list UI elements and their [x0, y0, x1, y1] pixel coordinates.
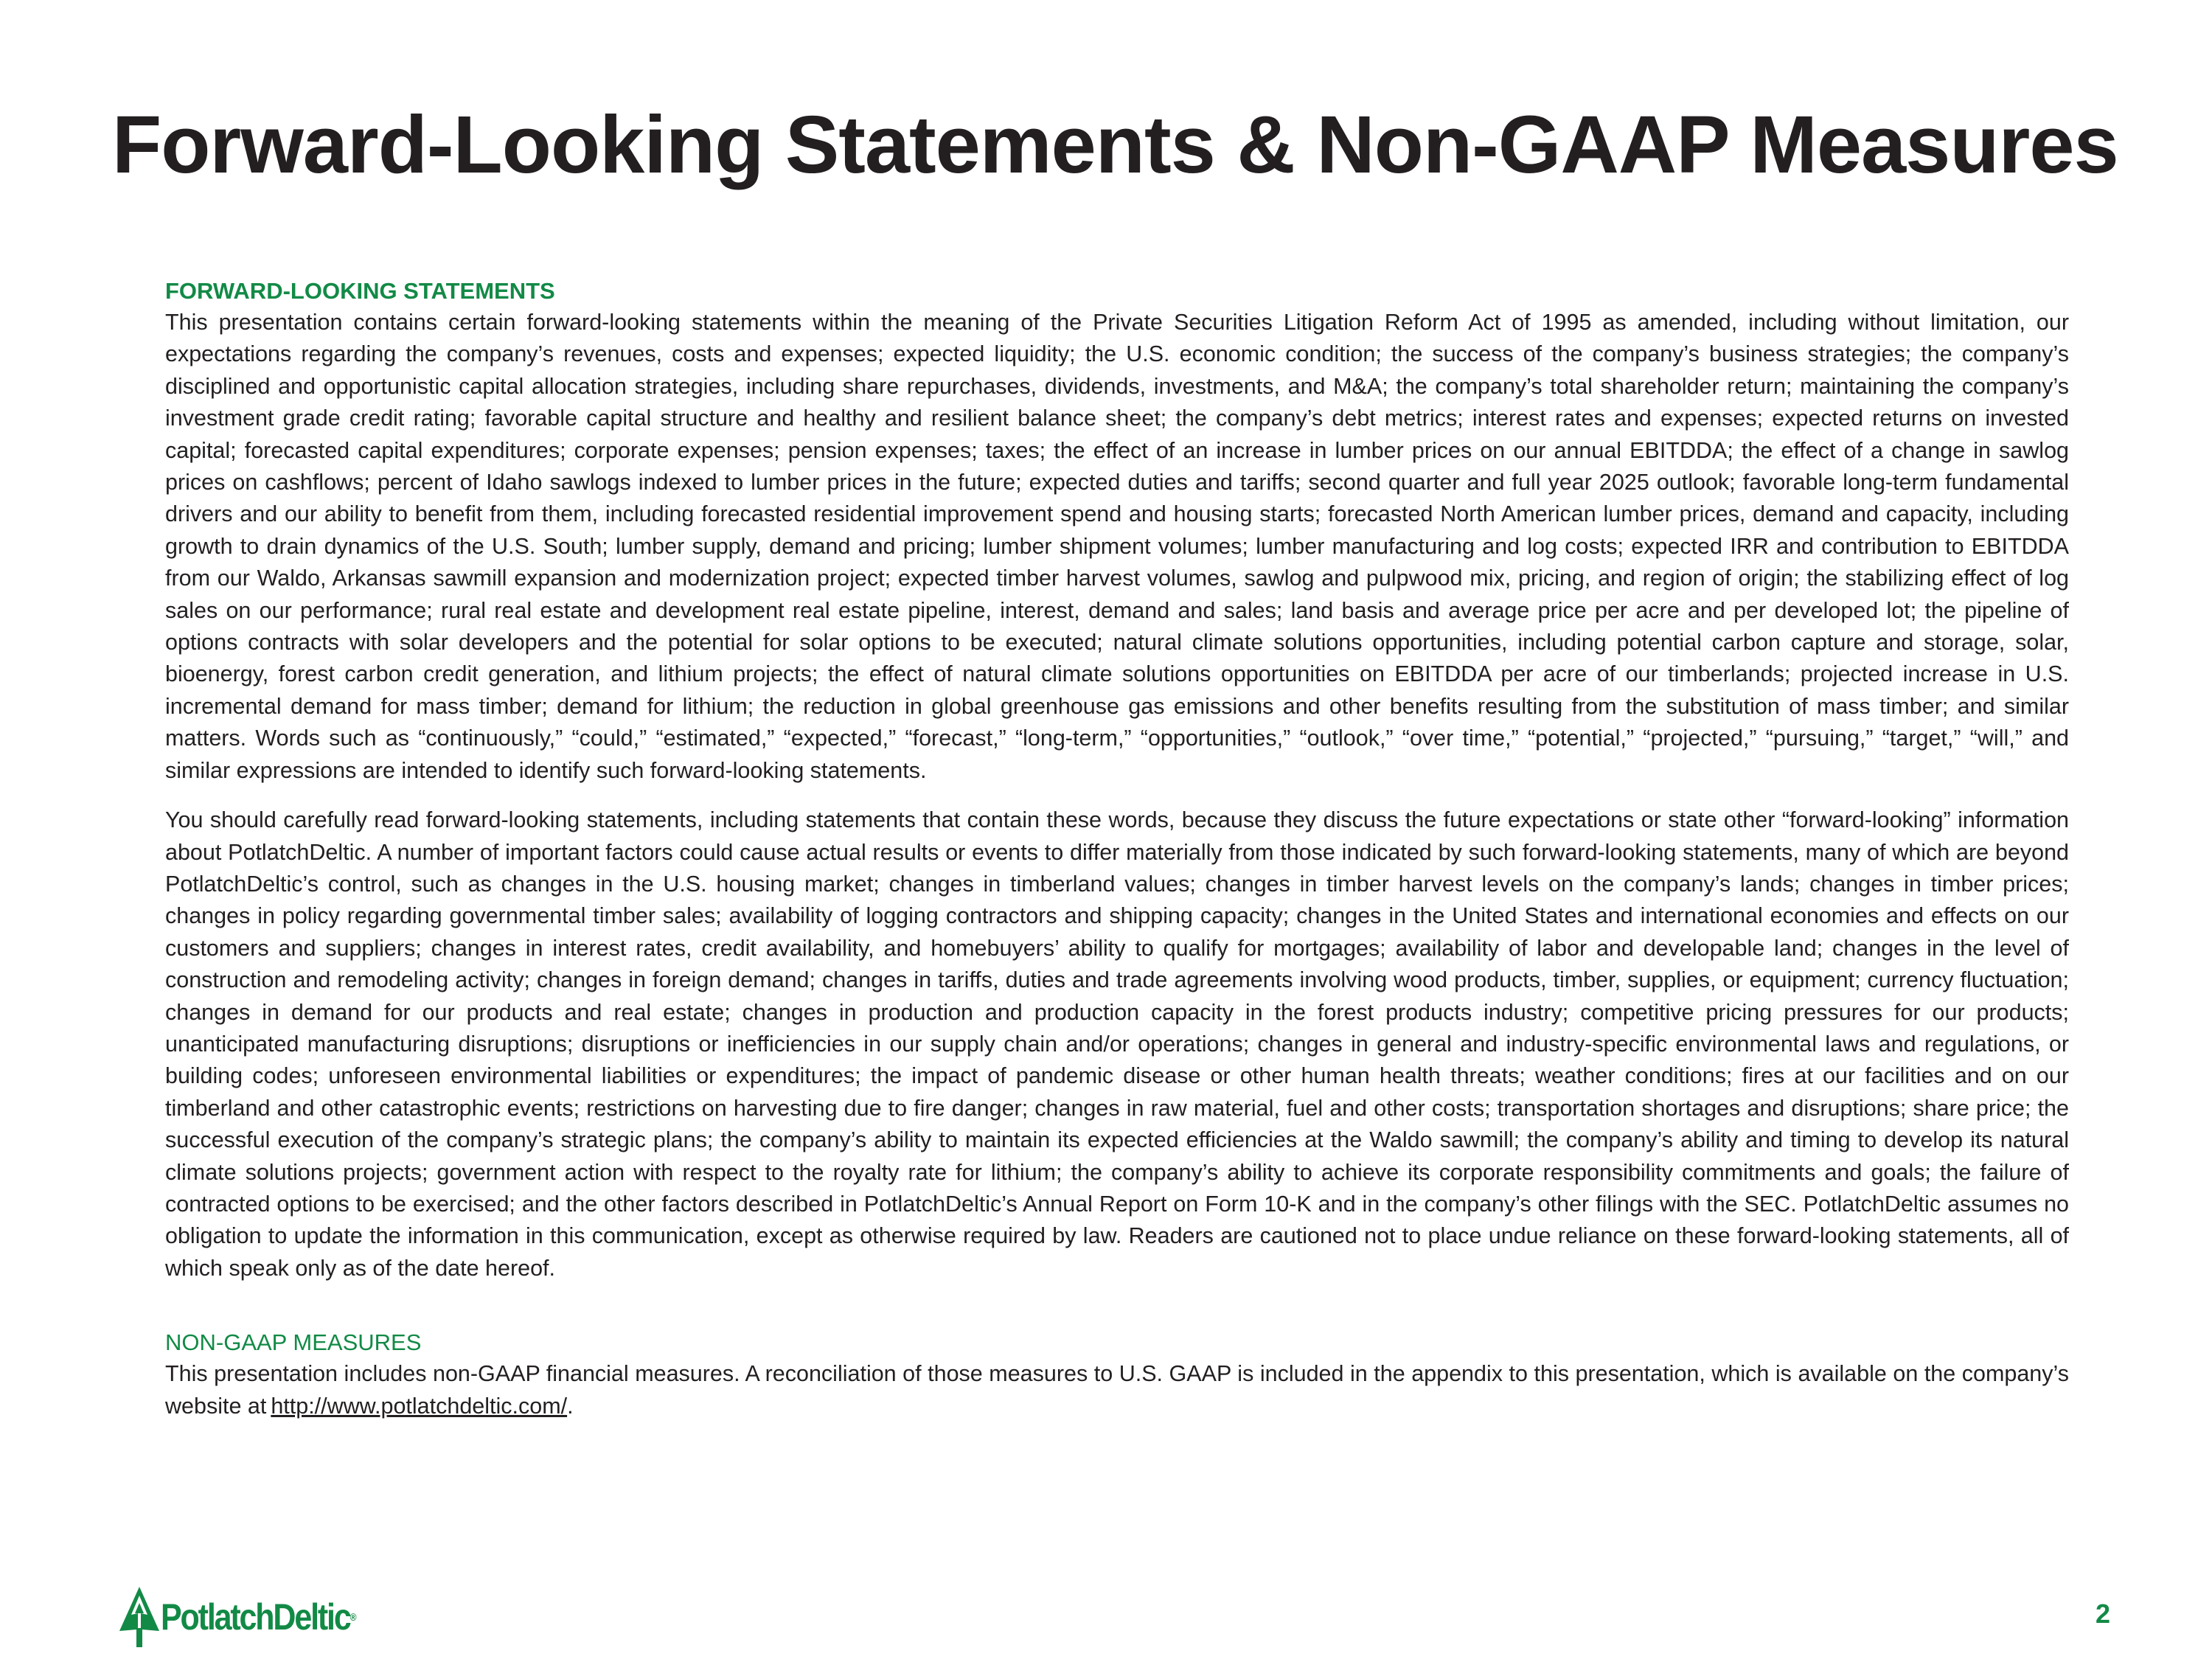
forward-looking-paragraph-1: This presentation contains certain forward-looking statements within the meaning of the Private Securities Litigation Reform Act of 1995 as amended, including without limitation, our expectations regarding the company’s revenues, costs and expenses; expected liquidity; the U.S. economic condition; the success of the company’s business strategies; the company’s disciplined and opportunistic capital allocation strategies, including share repurchases, dividends, investments, and M&A; the company’s total shareholder return; maintaining the company’s investment grade credit rating; favorable capital structure and healthy and resilient balance sheet; the company’s debt metrics; interest rates and expenses; expected returns on invested capital; forecasted capital expenditures; corporate expenses; pension expenses; taxes; the effect of an increase in lumber prices on our annual EBITDDA; the effect of a change in sawlog prices on cashflows; percent of Idaho sawlogs indexed to lumber prices in the future; expected duties and tariffs; second quarter and full year 2025 outlook; favorable long-term fundamental drivers and our ability to benefit from them, including forecasted residential improvement spend and housing starts; forecasted North American lumber prices, demand and capacity, including growth to drain dynamics of the U.S. South; lumber supply, demand and pricing; lumber shipment volumes; lumber manufacturing and log costs; expected IRR and contribution to EBITDDA from our Waldo, Arkansas sawmill expansion and modernization project; expected timber harvest volumes, sawlog and pulpwood mix, pricing, and region of origin; the stabilizing effect of log sales on our performance; rural real estate and development real estate pipeline, interest, demand and sales; land basis and average price per acre and per developed lot; the pipeline of options contracts with solar developers and the potential for solar options to be executed; natural climate solutions opportunities, including potential carbon capture and storage, solar, bioenergy, forest carbon credit generation, and lithium projects; the effect of natural climate solutions opportunities on EBITDDA per acre of our timberlands; projected increase in U.S. incremental demand for mass timber; demand for lithium; the reduction in global greenhouse gas emissions and other benefits resulting from the substitution of mass timber; and similar matters. Words such as “continuously,” “could,” “estimated,” “expected,” “forecast,” “long-term,” “opportunities,” “outlook,” “over time,” “potential,” “projected,” “pursuing,” “target,” “will,” and similar expressions are intended to identify such forward-looking statements. [165, 310, 2069, 783]
forward-looking-heading: FORWARD-LOOKING STATEMENTS [165, 278, 555, 304]
company-logo [118, 1584, 389, 1650]
section-spacer [165, 1284, 2069, 1327]
forward-looking-paragraph-2: You should carefully read forward-looking statements, including statements that contain these words, because they discuss the future expectations or state other “forward-looking” information about PotlatchDeltic. A number of important factors could cause actual results or events to differ materially from those indicated by such forward-looking statements, many of which are beyond PotlatchDeltic’s control, such as changes in the U.S. housing market; changes in timberland values; changes in timber harvest levels on the company’s lands; changes in timber prices; changes in policy regarding governmental timber sales; availability of logging contractors and shipping capacity; changes in the United States and international economies and effects on our customers and suppliers; changes in interest rates, credit availability, and homebuyers’ ability to qualify for mortgages; availability of labor and developable land; changes in the level of construction and remodeling activity; changes in foreign demand; changes in tariffs, duties and trade agreements involving wood products, timber, supplies, or equipment; currency fluctuation; changes in demand for our products and real estate; changes in production and production capacity in the forest products industry; competitive pricing pressures for our products; unanticipated manufacturing disruptions; disruptions or inefficiencies in our supply chain and/or operations; changes in general and industry-specific environmental laws and regulations, or building codes; unforeseen environmental liabilities or expenditures; the impact of pandemic disease or other human health threats; weather conditions; fires at our facilities and on our timberland and other catastrophic events; restrictions on harvesting due to fire danger; changes in raw material, fuel and other costs; transportation shortages and disruptions; share price; the successful execution of the company’s strategic plans; the company’s ability to maintain its expected efficiencies at the Waldo sawmill; the company’s ability and timing to develop its natural climate solutions projects; government action with respect to the royalty rate for lithium; the company’s ability to achieve its corporate responsibility commitments and goals; the failure of contracted options to be exercised; and the other factors described in PotlatchDeltic’s Annual Report on Form 10-K and in the company’s other filings with the SEC. PotlatchDeltic assumes no obligation to update the information in this communication, except as otherwise required by law. Readers are cautioned not to place undue reliance on these forward-looking statements, all of which speak only as of the date hereof. [165, 807, 2069, 1281]
content-body [165, 276, 2069, 1422]
tree-logo-icon [118, 1585, 161, 1649]
page-title: Forward-Looking Statements & Non-GAAP Measures [112, 100, 2118, 190]
website-link[interactable]: http://www.potlatchdeltic.com/ [271, 1393, 568, 1419]
page-number: 2 [2095, 1599, 2110, 1629]
non-gaap-text: This presentation includes non-GAAP financial measures. A reconciliation of those measures to U.S. GAAP is included in the appendix to this presentation, which is available on the company’s website at [165, 1361, 2069, 1419]
non-gaap-heading: NON-GAAP MEASURES [165, 1329, 422, 1356]
logo-wordmark [161, 1595, 357, 1639]
registered-mark: ® [349, 1611, 357, 1623]
logo-text: PotlatchDeltic [161, 1596, 350, 1638]
non-gaap-trailing: . [567, 1393, 574, 1419]
non-gaap-paragraph [165, 1358, 2069, 1422]
